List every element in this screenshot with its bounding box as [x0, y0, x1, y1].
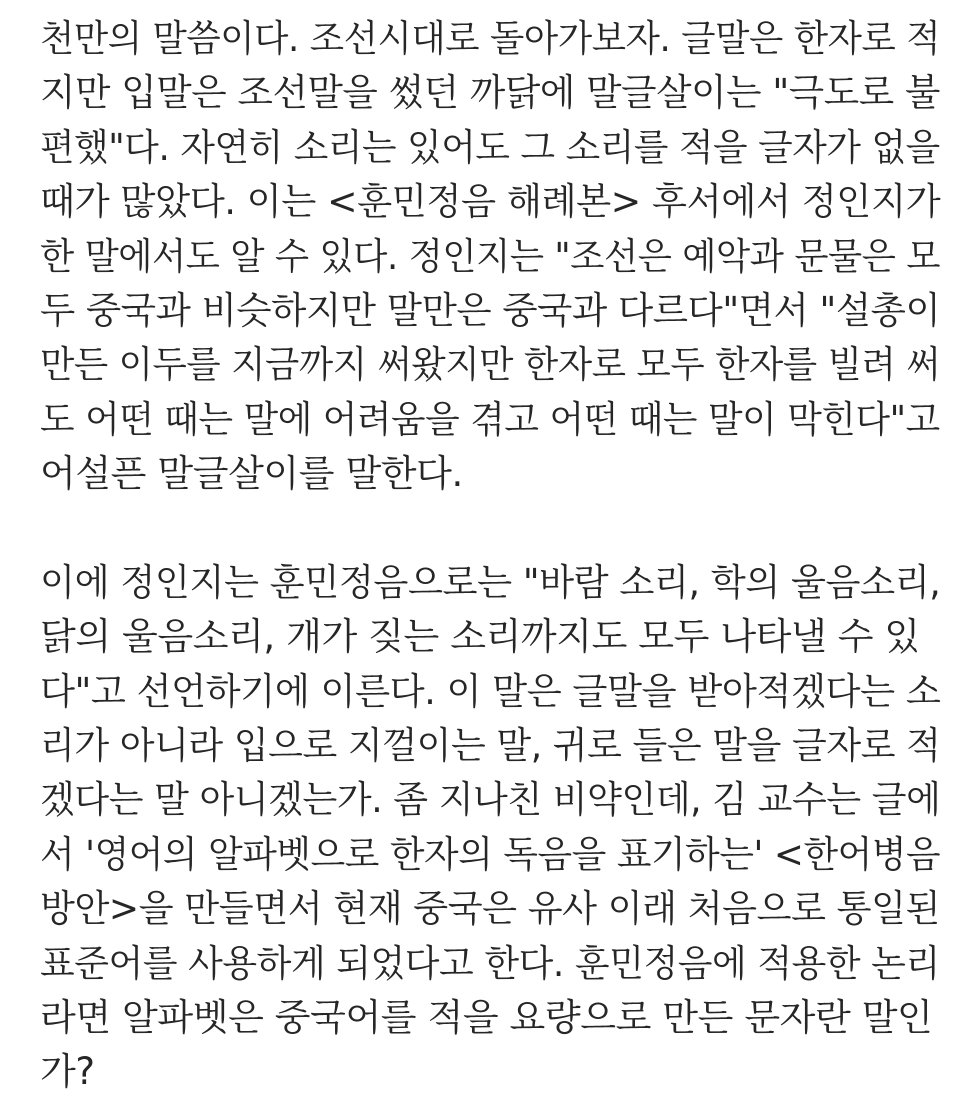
text-line: 리가 아니라 입으로 지껄이는 말, 귀로 들은 말을 글자로 적: [40, 724, 941, 768]
text-line: 표준어를 사용하게 되었다고 한다. 훈민정음에 적용한 논리: [40, 941, 940, 985]
text-line: 천만의 말씀이다. 조선시대로 돌아가보자. 글말은 한자로 적: [40, 17, 941, 60]
text-line: 다"고 선언하기에 이른다. 이 말은 글말을 받아적겠다는 소: [40, 669, 941, 713]
text-line: 겠다는 말 아니겠는가. 좀 지나친 비약인데, 김 교수는 글에: [40, 778, 941, 822]
text-line: 이에 정인지는 훈민정음으로는 "바람 소리, 학의 울음소리,: [40, 560, 941, 604]
text-line: 도 어떤 때는 말에 어려움을 겪고 어떤 때는 말이 막힌다"고: [40, 397, 940, 441]
text-line: 닭의 울음소리, 개가 짖는 소리까지도 모두 나타낼 수 있: [40, 615, 920, 659]
text-line: 가?: [40, 1050, 95, 1094]
article-body: [40, 12, 940, 1100]
paragraph-spacer: [40, 502, 940, 556]
text-line: 방안>을 만들면서 현재 중국은 유사 이래 처음으로 통일된: [40, 887, 941, 931]
text-line: 편했"다. 자연히 소리는 있어도 그 소리를 적을 글자가 없을: [40, 125, 940, 169]
text-line: 어설픈 말글살이를 말한다.: [40, 452, 463, 496]
paragraph-2: [40, 556, 940, 1100]
paragraph-1: [40, 12, 940, 502]
text-line: 만든 이두를 지금까지 써왔지만 한자로 모두 한자를 빌려 써: [40, 343, 941, 387]
text-line: 한 말에서도 알 수 있다. 정인지는 "조선은 예악과 문물은 모: [40, 234, 941, 278]
text-line: 두 중국과 비슷하지만 말만은 중국과 다르다"면서 "설총이: [40, 288, 941, 332]
text-line: 서 '영어의 알파벳으로 한자의 독음을 표기하는' <한어병음: [40, 832, 941, 876]
text-line: 때가 많았다. 이는 <훈민정음 해례본> 후서에서 정인지가: [40, 180, 941, 224]
text-line: 라면 알파벳은 중국어를 적을 요량으로 만든 문자란 말인: [40, 996, 933, 1040]
text-line: 지만 입말은 조선말을 썼던 까닭에 말글살이는 "극도로 불: [40, 71, 941, 115]
